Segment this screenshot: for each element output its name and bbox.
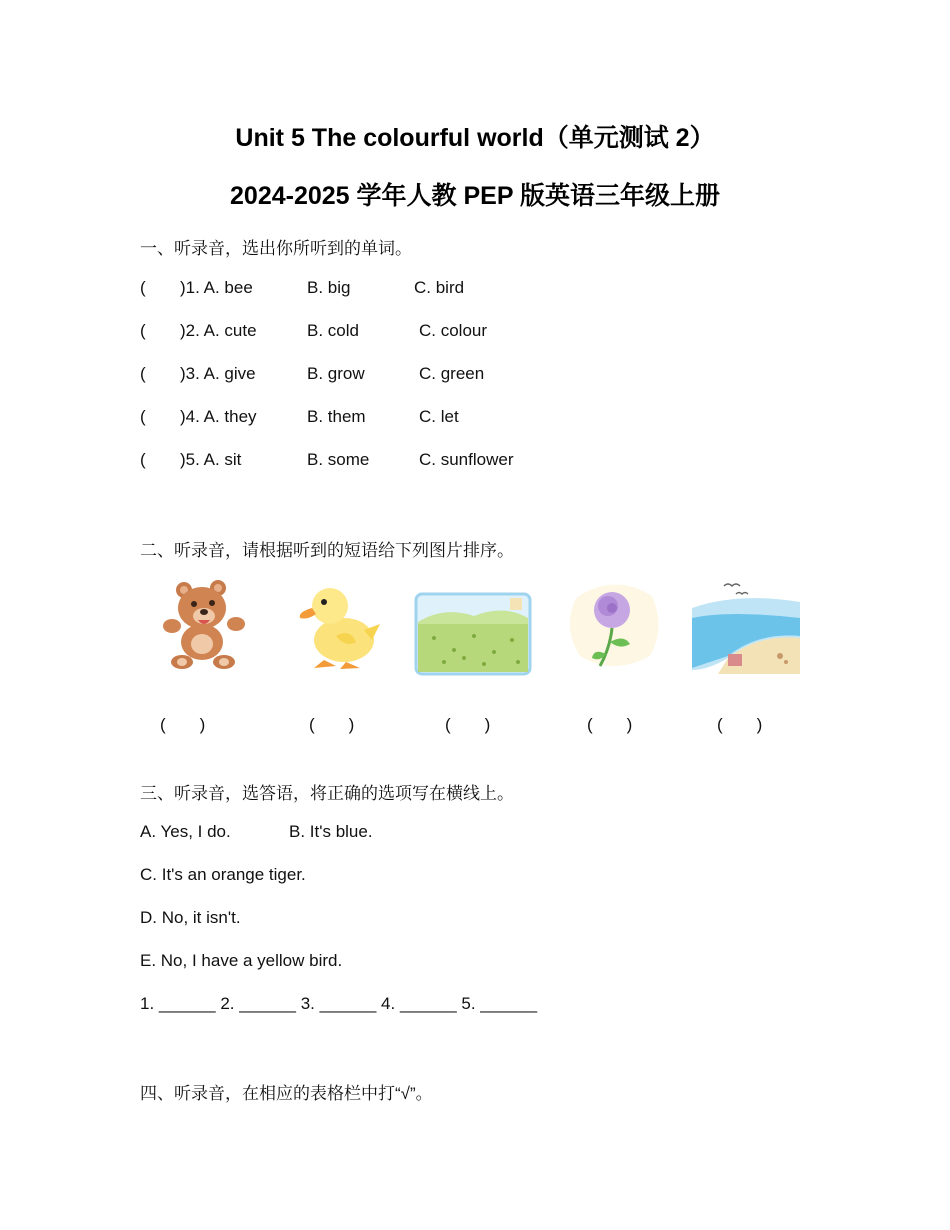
- option-a: )1. A. bee: [180, 278, 253, 297]
- option-b: B. some: [307, 450, 370, 469]
- grassland-picture: [414, 592, 532, 676]
- section4-heading: 四、听录音，在相应的表格栏中打“√”。: [140, 1084, 433, 1103]
- option-c: C. let: [419, 407, 459, 426]
- bear-picture: [160, 578, 250, 670]
- option-a: )5. A. sit: [180, 450, 242, 469]
- title-line-2: 2024-2025 学年人教 PEP 版英语三年级上册: [230, 182, 720, 210]
- answer-paren[interactable]: (: [140, 278, 146, 297]
- option-c: C. sunflower: [419, 450, 514, 469]
- option-a: )4. A. they: [180, 407, 257, 426]
- duck-picture: [294, 578, 382, 670]
- section1-heading: 一、听录音，选出你所听到的单词。: [140, 239, 412, 258]
- option-c: C. bird: [414, 278, 465, 297]
- option-c: C. green: [419, 364, 485, 383]
- answer-paren[interactable]: (: [140, 407, 146, 426]
- answer-blanks-line[interactable]: 1. ______ 2. ______ 3. ______ 4. ______ 5. ______: [140, 994, 538, 1013]
- option-c-text: C. It's an orange tiger.: [140, 865, 306, 884]
- option-a-text: A. Yes, I do.: [140, 822, 231, 841]
- beach-picture: [688, 578, 804, 676]
- flower-picture: [566, 578, 662, 672]
- answer-paren[interactable]: (: [140, 364, 146, 383]
- answer-paren[interactable]: (: [140, 450, 146, 469]
- section3-heading: 三、听录音，选答语，将正确的选项写在横线上。: [140, 784, 514, 803]
- picture-blank-2[interactable]: ( ): [309, 715, 355, 734]
- option-b: B. grow: [307, 364, 365, 383]
- option-b: B. them: [307, 407, 366, 426]
- option-d-text: D. No, it isn't.: [140, 908, 241, 927]
- picture-blank-1[interactable]: ( ): [160, 715, 206, 734]
- option-b: B. big: [307, 278, 351, 297]
- option-c: C. colour: [419, 321, 488, 340]
- picture-blank-3[interactable]: ( ): [445, 715, 491, 734]
- option-b: B. cold: [307, 321, 359, 340]
- option-a: )2. A. cute: [180, 321, 257, 340]
- option-e-text: E. No, I have a yellow bird.: [140, 951, 343, 970]
- option-a: )3. A. give: [180, 364, 256, 383]
- section2-heading: 二、听录音，请根据听到的短语给下列图片排序。: [140, 541, 514, 560]
- title-line-1: Unit 5 The colourful world（单元测试 2）: [235, 124, 715, 152]
- picture-blank-5[interactable]: ( ): [717, 715, 763, 734]
- picture-blank-4[interactable]: ( ): [587, 715, 633, 734]
- answer-paren[interactable]: (: [140, 321, 146, 340]
- option-b-text: B. It's blue.: [289, 822, 373, 841]
